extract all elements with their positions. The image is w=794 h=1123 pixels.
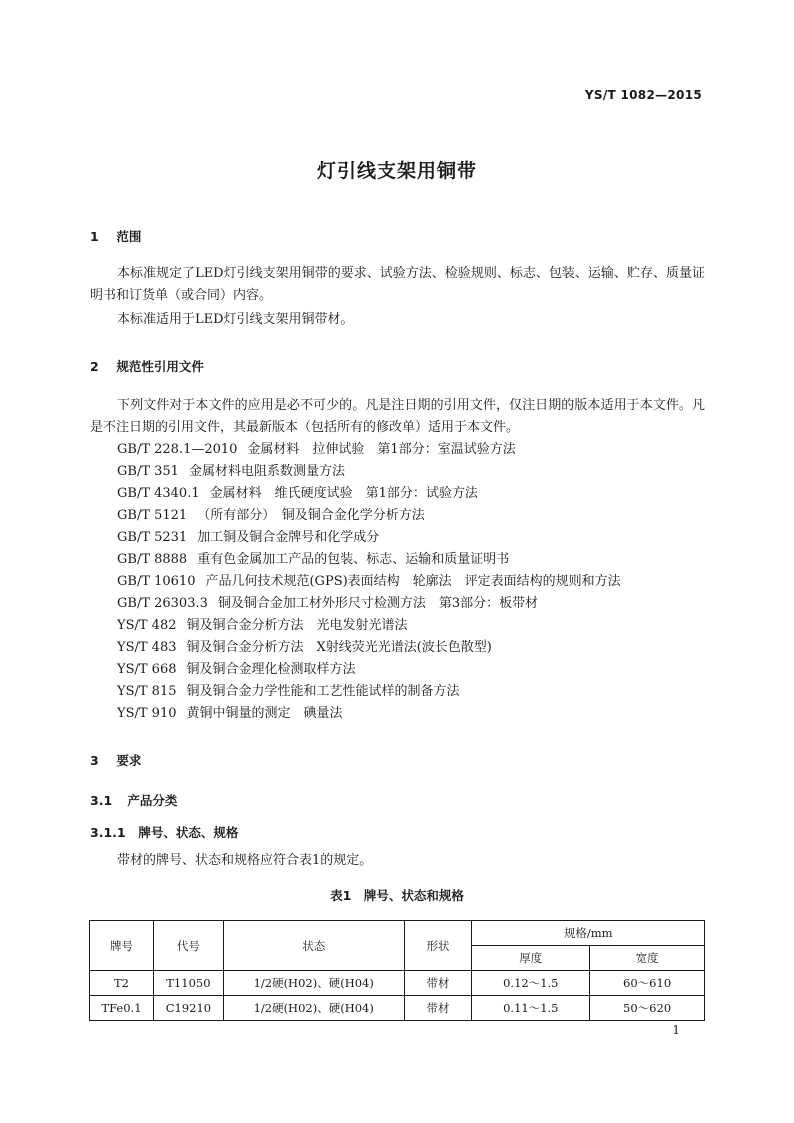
reference-item bbox=[117, 549, 621, 571]
section-3-1-1-paragraph-1: 带材的牌号、状态和规格应符合表1的规定。 bbox=[117, 853, 373, 868]
reference-code: GB/T 5121 bbox=[117, 508, 188, 523]
reference-name: 金属材料 维氏硬度试验 第1部分：试验方法 bbox=[209, 486, 478, 501]
section-3-heading bbox=[90, 751, 141, 769]
reference-name: 重有色金属加工产品的包装、标志、运输和质量证明书 bbox=[197, 552, 510, 567]
reference-item bbox=[117, 637, 621, 659]
cell-code: T11050 bbox=[153, 971, 223, 996]
page-number: 1 bbox=[672, 1023, 680, 1037]
header-temper: 状态 bbox=[223, 921, 404, 971]
cell-temper: 1/2硬(H02)、硬(H04) bbox=[223, 971, 404, 996]
cell-form: 带材 bbox=[404, 971, 472, 996]
reference-code: YS/T 483 bbox=[117, 640, 177, 655]
reference-item bbox=[117, 703, 621, 725]
cell-code: C19210 bbox=[153, 996, 223, 1021]
section-1-paragraph-2: 本标准适用于LED灯引线支架用铜带材。 bbox=[117, 312, 354, 327]
table-row bbox=[90, 971, 705, 996]
header-form: 形状 bbox=[404, 921, 472, 971]
section-title: 范围 bbox=[116, 229, 142, 244]
section-title: 要求 bbox=[116, 753, 142, 768]
section-2-paragraph-1: 下列文件对于本文件的应用是必不可少的。凡是注日期的引用文件，仅注日期的版本适用于本文件。凡是不注日期的引用文件，其最新版本（包括所有的修改单）适用于本文件。 bbox=[90, 398, 705, 435]
reference-item bbox=[117, 483, 621, 505]
reference-code: YS/T 815 bbox=[117, 684, 177, 699]
header-thickness: 厚度 bbox=[472, 946, 590, 971]
standard-code: YS/T 1082—2015 bbox=[584, 88, 702, 102]
section-1-heading bbox=[90, 227, 141, 245]
cell-thickness: 0.11～1.5 bbox=[472, 996, 590, 1021]
reference-name: 铜及铜合金分析方法 光电发射光谱法 bbox=[186, 618, 408, 633]
reference-item bbox=[117, 681, 621, 703]
section-1-paragraph-1: 本标准规定了LED灯引线支架用铜带的要求、试验方法、检验规则、标志、包装、运输、贮存、质量证明书和订货单（或合同）内容。 bbox=[90, 266, 705, 303]
table-row bbox=[90, 996, 705, 1021]
reference-name: 铜及铜合金分析方法 X射线荧光光谱法(波长色散型) bbox=[186, 640, 492, 655]
reference-name: 产品几何技术规范(GPS)表面结构 轮廓法 评定表面结构的规则和方法 bbox=[205, 574, 621, 589]
cell-grade: TFe0.1 bbox=[90, 996, 154, 1021]
table-caption: 表1 牌号、状态和规格 bbox=[330, 888, 464, 903]
header-spec: 规格/mm bbox=[472, 921, 705, 946]
reference-item bbox=[117, 439, 621, 461]
reference-item bbox=[117, 571, 621, 593]
header-grade: 牌号 bbox=[90, 921, 154, 971]
reference-name: 铜及铜合金理化检测取样方法 bbox=[186, 662, 356, 677]
cell-temper: 1/2硬(H02)、硬(H04) bbox=[223, 996, 404, 1021]
section-number: 1 bbox=[90, 229, 99, 244]
section-title: 牌号、状态、规格 bbox=[138, 825, 239, 840]
reference-code: GB/T 10610 bbox=[117, 574, 196, 589]
section-3-1-1-heading bbox=[90, 823, 238, 841]
cell-grade: T2 bbox=[90, 971, 154, 996]
reference-name: 黄铜中铜量的测定 碘量法 bbox=[186, 706, 343, 721]
section-number: 3 bbox=[90, 753, 99, 768]
reference-item bbox=[117, 527, 621, 549]
reference-name: （所有部分） 铜及铜合金化学分析方法 bbox=[197, 508, 425, 523]
reference-item bbox=[117, 461, 621, 483]
reference-code: YS/T 668 bbox=[117, 662, 177, 677]
reference-code: YS/T 910 bbox=[117, 706, 177, 721]
reference-code: YS/T 482 bbox=[117, 618, 177, 633]
section-3-1-heading bbox=[90, 791, 177, 809]
section-number: 2 bbox=[90, 359, 99, 374]
section-number: 3.1 bbox=[90, 793, 113, 808]
normative-references-list bbox=[117, 439, 621, 725]
reference-code: GB/T 228.1—2010 bbox=[117, 442, 238, 457]
reference-code: GB/T 351 bbox=[117, 464, 179, 479]
reference-item bbox=[117, 615, 621, 637]
section-title: 规范性引用文件 bbox=[116, 359, 204, 374]
reference-item bbox=[117, 659, 621, 681]
section-2-heading bbox=[90, 357, 204, 375]
reference-code: GB/T 26303.3 bbox=[117, 596, 208, 611]
reference-item bbox=[117, 505, 621, 527]
document-title: 灯引线支架用铜带 bbox=[316, 160, 477, 182]
section-number: 3.1.1 bbox=[90, 825, 126, 840]
cell-width: 50～620 bbox=[590, 996, 705, 1021]
reference-name: 铜及铜合金力学性能和工艺性能试样的制备方法 bbox=[186, 684, 460, 699]
section-title: 产品分类 bbox=[127, 793, 178, 808]
reference-name: 金属材料 拉伸试验 第1部分：室温试验方法 bbox=[247, 442, 516, 457]
reference-name: 金属材料电阻系数测量方法 bbox=[188, 464, 345, 479]
reference-name: 铜及铜合金加工材外形尺寸检测方法 第3部分：板带材 bbox=[217, 596, 539, 611]
reference-code: GB/T 4340.1 bbox=[117, 486, 200, 501]
reference-item bbox=[117, 593, 621, 615]
header-width: 宽度 bbox=[590, 946, 705, 971]
reference-code: GB/T 8888 bbox=[117, 552, 188, 567]
cell-thickness: 0.12～1.5 bbox=[472, 971, 590, 996]
reference-name: 加工铜及铜合金牌号和化学成分 bbox=[197, 530, 380, 545]
header-code: 代号 bbox=[153, 921, 223, 971]
grade-temper-spec-table bbox=[89, 920, 705, 1021]
cell-width: 60～610 bbox=[590, 971, 705, 996]
cell-form: 带材 bbox=[404, 996, 472, 1021]
reference-code: GB/T 5231 bbox=[117, 530, 188, 545]
